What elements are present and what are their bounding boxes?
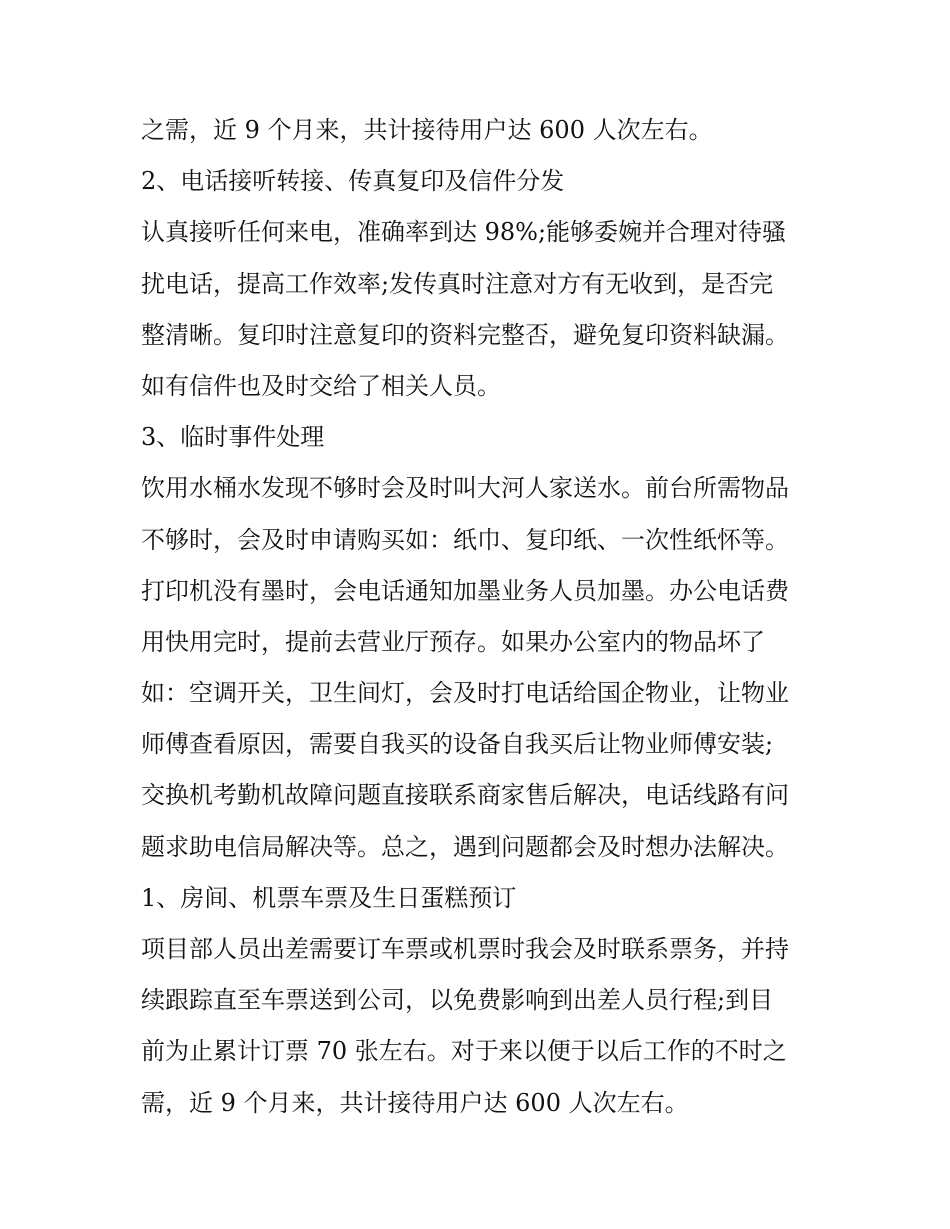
text-line: 交换机考勤机故障问题直接联系商家售后解决，电话线路有问: [141, 781, 789, 810]
text-line: 打印机没有墨时，会电话通知加墨业务人员加墨。办公电话费: [141, 576, 789, 605]
text-line: 整清晰。复印时注意复印的资料完整否，避免复印资料缺漏。: [141, 320, 789, 349]
text-line: 项目部人员出差需要订车票或机票时我会及时联系票务，并持: [141, 935, 789, 963]
text-line: 如有信件也及时交给了相关人员。: [141, 371, 501, 400]
text-line: 前为止累计订票 70 张左右。对于来以便于以后工作的不时之: [141, 1037, 787, 1066]
document-body: [141, 105, 821, 1129]
text-line: 如：空调开关，卫生间灯，会及时打电话给国企物业，让物业: [141, 679, 789, 708]
text-line: 题求助电信局解决等。总之，遇到问题都会及时想办法解决。: [141, 832, 789, 861]
text-line: 续跟踪直至车票送到公司，以免费影响到出差人员行程;到目: [141, 986, 774, 1015]
section-heading: 1、房间、机票车票及生日蛋糕预订: [141, 883, 517, 912]
text-line: 师傅查看原因，需要自我买的设备自我买后让物业师傅安装;: [141, 730, 774, 759]
text-line: 饮用水桶水发现不够时会及时叫大河人家送水。前台所需物品: [141, 474, 789, 503]
text-line: 之需，近 9 个月来，共计接待用户达 600 人次左右。: [141, 116, 713, 144]
text-line: 扰电话，提高工作效率;发传真时注意对方有无收到，是否完: [141, 269, 774, 298]
text-line: 不够时，会及时申请购买如：纸巾、复印纸、一次性纸怀等。: [141, 525, 789, 554]
section-heading: 2、电话接听转接、传真复印及信件分发: [141, 167, 565, 196]
text-line: 认真接听任何来电，准确率到达 98%;能够委婉并合理对待骚: [141, 218, 787, 247]
text-line: 用快用完时，提前去营业厅预存。如果办公室内的物品坏了: [141, 627, 765, 656]
text-line: 需，近 9 个月来，共计接待用户达 600 人次左右。: [141, 1088, 689, 1117]
section-heading: 3、临时事件处理: [141, 423, 325, 452]
